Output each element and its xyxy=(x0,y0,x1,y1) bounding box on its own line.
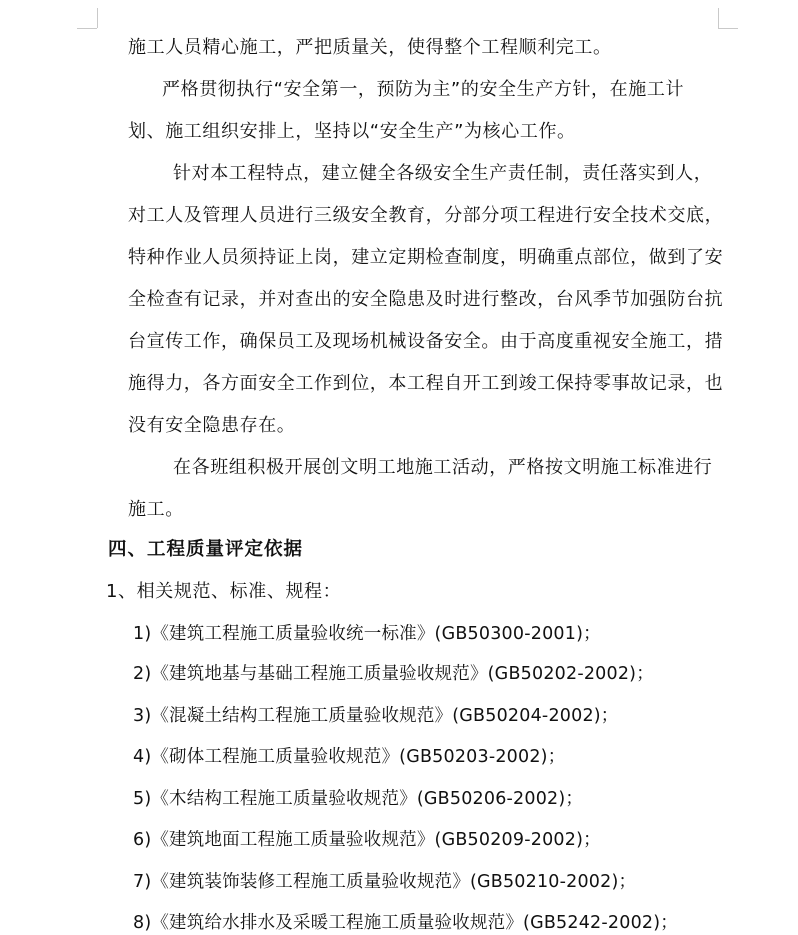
body-line: 台宣传工作，确保员工及现场机械设备安全。由于高度重视安全施工，措 xyxy=(128,331,724,352)
body-line: 全检查有记录，并对查出的安全隐患及时进行整改，台风季节加强防台抗 xyxy=(128,289,724,310)
standard-item: 3)《混凝土结构工程施工质量验收规范》(GB50204-2002)； xyxy=(133,706,619,726)
body-line: 划、施工组织安排上，坚持以“安全生产”为核心工作。 xyxy=(128,121,576,142)
standard-item: 4)《砌体工程施工质量验收规范》(GB50203-2002)； xyxy=(133,747,566,767)
body-line: 特种作业人员须持证上岗，建立定期检查制度，明确重点部位，做到了安 xyxy=(128,247,724,268)
crop-mark-top-right-vertical xyxy=(718,8,719,28)
body-line: 施工人员精心施工，严把质量关，使得整个工程顺利完工。 xyxy=(128,37,612,58)
body-line: 施得力，各方面安全工作到位，本工程自开工到竣工保持零事故记录，也 xyxy=(128,373,724,394)
crop-mark-top-left-vertical xyxy=(97,8,98,28)
body-line: 施工。 xyxy=(128,499,184,520)
standard-item: 5)《木结构工程施工质量验收规范》(GB50206-2002)； xyxy=(133,789,584,809)
crop-mark-top-right-horizontal xyxy=(718,28,738,29)
body-line: 针对本工程特点，建立健全各级安全生产责任制，责任落实到人， xyxy=(173,163,713,184)
standard-item: 7)《建筑装饰装修工程施工质量验收规范》(GB50210-2002)； xyxy=(133,872,637,892)
body-line: 在各班组积极开展创文明工地施工活动，严格按文明施工标准进行 xyxy=(173,457,713,478)
standard-item: 8)《建筑给水排水及采暖工程施工质量验收规范》(GB5242-2002)； xyxy=(133,913,678,933)
body-line: 没有安全隐患存在。 xyxy=(128,415,296,436)
standard-item: 1)《建筑工程施工质量验收统一标准》(GB50300-2001)； xyxy=(133,624,601,644)
standard-item: 2)《建筑地基与基础工程施工质量验收规范》(GB50202-2002)； xyxy=(133,664,654,684)
standard-item: 6)《建筑地面工程施工质量验收规范》(GB50209-2002)； xyxy=(133,830,601,850)
body-line: 严格贯彻执行“安全第一，预防为主”的安全生产方针，在施工计 xyxy=(162,79,685,100)
subheading: 1、相关规范、标准、规程： xyxy=(106,581,342,602)
body-line: 对工人及管理人员进行三级安全教育，分部分项工程进行安全技术交底， xyxy=(128,205,724,226)
section-heading: 四、工程质量评定依据 xyxy=(108,539,304,560)
crop-mark-top-left-horizontal xyxy=(77,28,97,29)
